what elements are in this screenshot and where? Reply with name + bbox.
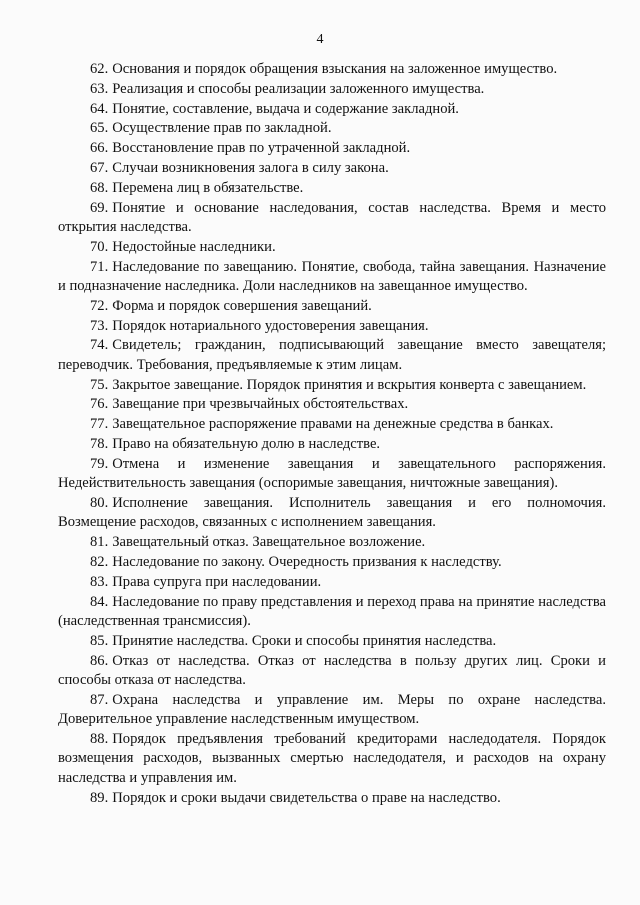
list-item — [58, 455, 606, 494]
item-text: Осуществление прав по закладной. — [112, 120, 332, 137]
list-item — [58, 691, 606, 730]
item-text: Наследование по праву представления и переход права на принятие наследства (наследственная трансмиссия). — [58, 593, 606, 629]
item-number: 88. — [90, 730, 109, 747]
page-number: 4 — [316, 32, 324, 47]
list-item — [58, 730, 606, 788]
item-number: 77. — [90, 416, 109, 433]
item-number: 67. — [90, 159, 109, 176]
item-number: 85. — [90, 632, 109, 649]
item-text: Основания и порядок обращения взыскания на заложенное имущество. — [112, 61, 558, 77]
list-item — [58, 632, 606, 651]
list-item — [58, 533, 606, 552]
list-item — [58, 336, 606, 375]
item-number: 68. — [90, 179, 109, 196]
item-number: 81. — [90, 534, 109, 551]
list-item — [58, 80, 606, 99]
list-item — [58, 60, 606, 79]
item-number: 63. — [90, 80, 109, 97]
item-number: 78. — [90, 435, 109, 452]
item-number: 80. — [90, 494, 109, 511]
item-text: Понятие и основание наследования, состав наследства. Время и место открытия наследства. — [58, 199, 606, 235]
item-text: Порядок предъявления требований кредиторами наследодателя. Порядок возмещения расходов, вызванных смертью наследодателя, и расходов на охрану наследства и управления им. — [58, 730, 606, 786]
list-item — [58, 573, 606, 592]
item-text: Случаи возникновения залога в силу закона. — [112, 159, 389, 176]
item-text: Порядок и сроки выдачи свидетельства о праве на наследство. — [112, 789, 501, 806]
list-item — [58, 317, 606, 336]
list-item — [58, 494, 606, 533]
item-text: Завещание при чрезвычайных обстоятельствах. — [112, 396, 409, 413]
list-item — [58, 159, 606, 178]
item-number: 86. — [90, 652, 109, 669]
item-text: Завещательное распоряжение правами на денежные средства в банках. — [112, 416, 554, 433]
item-text: Понятие, составление, выдача и содержание закладной. — [112, 100, 459, 117]
item-text: Форма и порядок совершения завещаний. — [112, 297, 372, 314]
list-item — [58, 238, 606, 257]
item-number: 84. — [90, 593, 109, 610]
list-item — [58, 376, 606, 395]
item-number: 65. — [90, 120, 109, 137]
item-number: 62. — [90, 61, 109, 77]
item-text: Перемена лиц в обязательстве. — [112, 179, 304, 196]
item-text: Завещательный отказ. Завещательное возложение. — [112, 534, 426, 551]
list-item — [58, 258, 606, 297]
item-number: 89. — [90, 789, 109, 806]
list-item — [58, 395, 606, 414]
item-number: 83. — [90, 573, 109, 590]
list-item — [58, 297, 606, 316]
item-text: Права супруга при наследовании. — [112, 573, 322, 590]
item-text: Восстановление прав по утраченной закладной. — [112, 140, 411, 157]
item-text: Наследование по закону. Очередность призвания к наследству. — [112, 553, 502, 570]
item-text: Реализация и способы реализации заложенного имущества. — [112, 80, 485, 97]
item-number: 73. — [90, 317, 109, 334]
item-number: 79. — [90, 455, 109, 472]
item-number: 87. — [90, 691, 109, 708]
list-item — [58, 100, 606, 119]
item-text: Закрытое завещание. Порядок принятия и вскрытия конверта с завещанием. — [112, 376, 587, 393]
item-text: Наследование по завещанию. Понятие, свобода, тайна завещания. Назначение и подназначение наследника. Доли наследников на завещанное имущество. — [58, 258, 606, 294]
list-item — [58, 415, 606, 434]
item-text: Исполнение завещания. Исполнитель завещания и его полномочия. Возмещение расходов, связанных с исполнением завещания. — [58, 494, 606, 531]
item-number: 66. — [90, 140, 109, 157]
item-number: 75. — [90, 376, 109, 393]
list-item — [58, 119, 606, 138]
list-item — [58, 652, 606, 691]
list-item — [58, 789, 606, 808]
item-number: 69. — [90, 199, 109, 216]
item-number: 76. — [90, 396, 109, 413]
item-text: Отмена и изменение завещания и завещательного распоряжения. Недействительность завещания (оспоримые завещания, ничтожные завещания). — [58, 455, 606, 492]
list-item — [58, 179, 606, 198]
item-number: 74. — [90, 337, 109, 354]
item-text: Охрана наследства и управление им. Меры по охране наследства. Доверительное управление наследственным имуществом. — [58, 691, 606, 728]
item-text: Недостойные наследники. — [112, 238, 276, 255]
item-number: 72. — [90, 297, 109, 314]
question-list — [58, 60, 606, 808]
item-number: 64. — [90, 100, 109, 117]
item-number: 71. — [90, 258, 109, 275]
item-number: 70. — [90, 238, 109, 255]
item-text: Принятие наследства. Сроки и способы принятия наследства. — [112, 632, 497, 649]
list-item — [58, 139, 606, 158]
item-text: Право на обязательную долю в наследстве. — [112, 435, 381, 452]
item-text: Отказ от наследства. Отказ от наследства в пользу других лиц. Сроки и способы отказа от наследства. — [58, 652, 606, 688]
item-text: Порядок нотариального удостоверения завещания. — [112, 317, 429, 334]
list-item — [58, 435, 606, 454]
list-item — [58, 593, 606, 632]
item-text: Свидетель; гражданин, подписывающий завещание вместо завещателя; переводчик. Требования, предъявляемые к этим лицам. — [58, 337, 606, 373]
list-item — [58, 553, 606, 572]
item-number: 82. — [90, 553, 109, 570]
list-item — [58, 199, 606, 238]
